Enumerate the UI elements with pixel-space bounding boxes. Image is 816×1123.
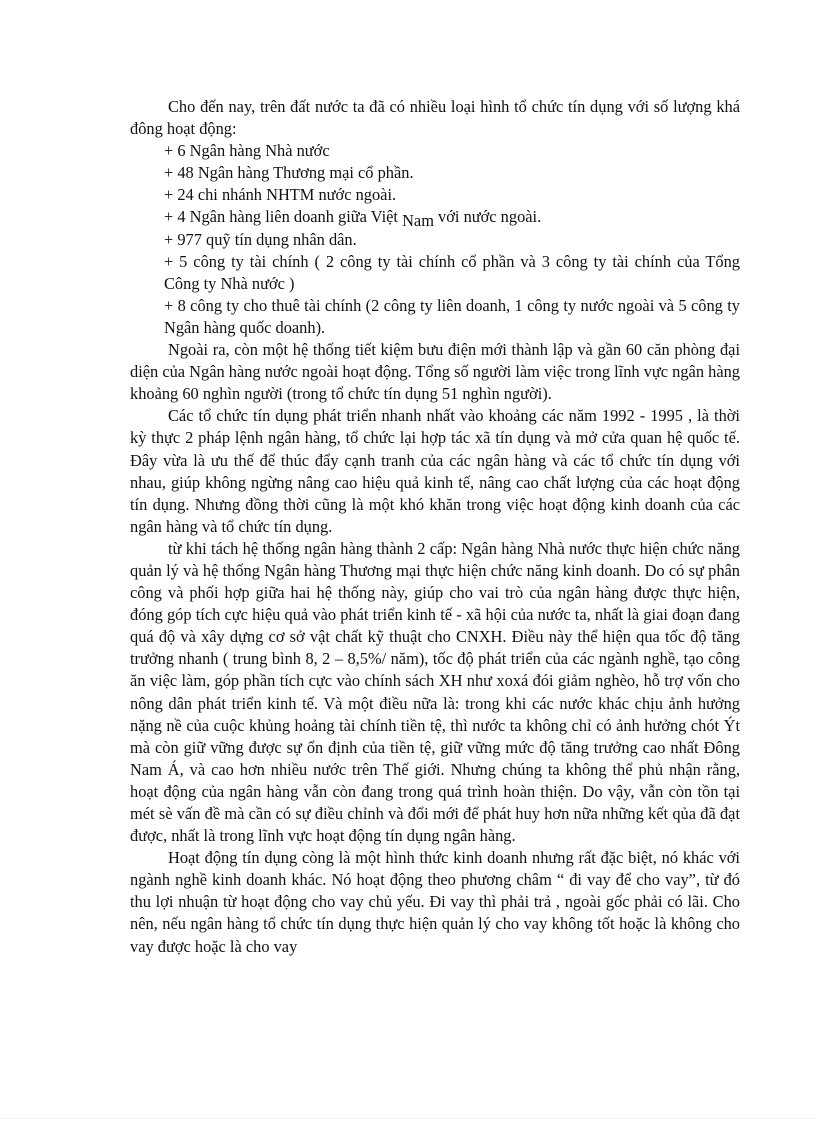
list-item: + 48 Ngân hàng Thương mại cổ phần.: [164, 163, 414, 183]
document-body: [130, 96, 740, 958]
list-item: + 24 chi nhánh NHTM nước ngoài.: [164, 185, 397, 205]
body-paragraph: Hoạt động tín dụng còng là một hình thức kinh doanh nhưng rất đặc biệt, nó khác với ngành nghề kinh doanh khác. Nó hoạt động theo phương châm “ đi vay để cho vay”, từ đó thu lợi nhuận từ hoạt động cho vay chủ yếu. Đi vay thì phải trả , ngoài gốc phải có lãi. Cho nên, nếu ngân hàng tổ chức tín dụng thực hiện quản lý cho vay không tốt hoặc là không cho vay được hoặc là cho vay: [130, 848, 740, 956]
body-paragraph: Ngoài ra, còn một hệ thống tiết kiệm bưu điện mới thành lập và gần 60 căn phòng đại diện của Ngân hàng nước ngoài hoạt động. Tổng số người làm việc trong lĩnh vực ngân hàng khoảng 60 nghìn người (trong tổ chức tín dụng 51 nghìn người).: [130, 340, 740, 404]
list-item: [130, 206, 740, 231]
list-item: + 6 Ngân hàng Nhà nước: [164, 141, 330, 161]
list-item-text: + 4 Ngân hàng liên doanh giữa Việt: [164, 207, 403, 227]
page-bottom-edge: [0, 1118, 816, 1119]
list-item: + 977 quỹ tín dụng nhân dân.: [164, 229, 357, 249]
lowered-word: Nam: [402, 211, 434, 231]
list-item: + 5 công ty tài chính ( 2 công ty tài chính cổ phần và 3 công ty tài chính của Tổng Công ty Nhà nước ): [164, 251, 740, 293]
intro-paragraph: Cho đến nay, trên đất nước ta đã có nhiều loại hình tổ chức tín dụng với số lượng khá đông hoạt động:: [130, 97, 740, 139]
body-paragraph: Các tổ chức tín dụng phát triển nhanh nhất vào khoảng các năm 1992 - 1995 , là thời kỳ thực 2 pháp lệnh ngân hàng, tổ chức lại hợp tác xã tín dụng và mở cửa quan hệ quốc tế. Đây vừa là ưu thế để thúc đẩy cạnh tranh của các ngân hàng và các tổ chức tín dụng với nhau, giúp không ngừng nâng cao hiệu quả kinh tế, nâng cao chất lượng của các hoạt động tín dụng. Nhưng đồng thời cũng là một khó khăn trong việc hoạt động kinh doanh của các ngân hàng và tổ chức tín dụng.: [130, 406, 740, 536]
list-item-text: với nước ngoài.: [433, 207, 542, 227]
body-paragraph: từ khi tách hệ thống ngân hàng thành 2 cấp: Ngân hàng Nhà nước thực hiện chức năng quản lý và hệ thống Ngân hàng Thương mại thực hiện chức năng kinh doanh. Do có sự phân công và phối hợp giữa hai hệ thống này, giúp cho vai trò của ngân hàng được thực hiện, đóng góp tích cực hiệu quả vào phát triển kinh tế - xã hội của nước ta, nhất là giai đoạn đang quá độ và xây dựng cơ sở vật chất kỹ thuật cho CNXH. Điều này thể hiện qua tốc độ tăng trưởng nhanh ( trung bình 8, 2 – 8,5%/ năm), tốc độ phát triển của các ngành nghề, tạo công ăn việc làm, góp phần tích cực vào chính sách XH như xoxá đói giảm nghèo, hỗ trợ vốn cho nông dân phát triển kinh tế. Và một điều nữa là: trong khi các nước khác chịu ảnh hưởng nặng nề của cuộc khủng hoảng tài chính tiền tệ, thì nước ta không chỉ có ảnh hưởng chót Ýt mà còn giữ vững được sự ổn định của tiền tệ, giữ vững mức độ tăng trưởng cao nhất Đông Nam Á, và cao hơn nhiều nước trên Thế giới. Nhưng chúng ta không thể phủ nhận rằng, hoạt động của ngân hàng vẫn còn đang trong quá trình hoàn thiện. Do vậy, vẫn còn tồn tại mét sè vấn đề mà cần có sự điều chỉnh và đổi mới để phát huy hơn nữa những kết qủa đã đạt được, nhất là trong lĩnh vực hoạt động tín dụng ngân hàng.: [130, 538, 740, 846]
list-item: + 8 công ty cho thuê tài chính (2 công ty liên doanh, 1 công ty nước ngoài và 5 công ty Ngân hàng quốc doanh).: [164, 295, 740, 337]
